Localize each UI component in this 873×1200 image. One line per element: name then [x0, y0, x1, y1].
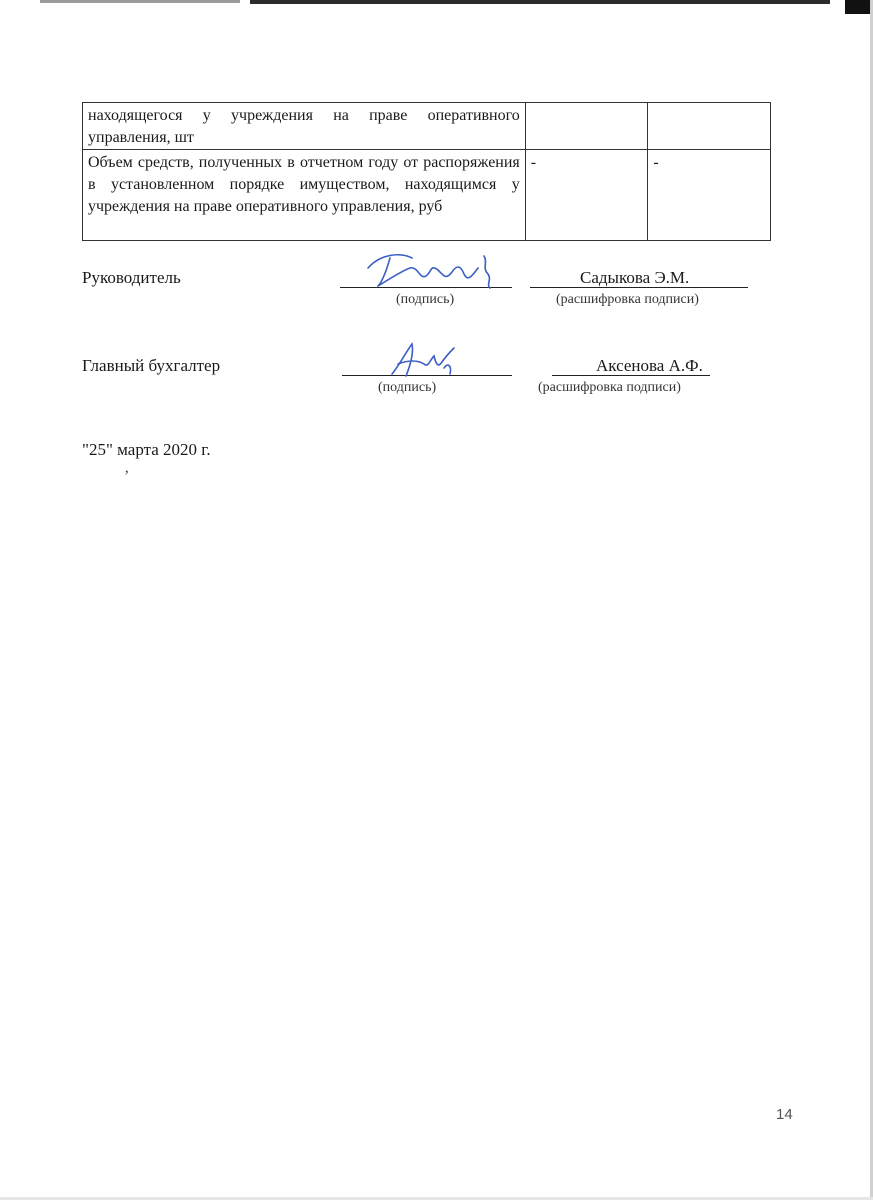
table-cell-value: - — [648, 150, 771, 241]
table-cell-value — [648, 103, 771, 150]
head-name: Садыкова Э.М. — [580, 268, 690, 287]
table-row — [83, 103, 771, 150]
table-cell-value: - — [525, 150, 648, 241]
document-date: "25" марта 2020 г. — [82, 440, 211, 459]
table-cell-description: Объем средств, полученных в отчетном году от распоряжения в установленном порядке имуществом, находящимся у учреждения на праве оперативного управления, руб — [83, 150, 526, 241]
page-number: 14 — [776, 1106, 793, 1123]
head-signature-icon — [360, 246, 500, 294]
scan-top-edge — [0, 0, 873, 6]
table-cell-value — [525, 103, 648, 150]
head-role-label: Руководитель — [82, 268, 181, 287]
property-table — [82, 102, 771, 241]
accountant-signature-icon — [384, 338, 464, 384]
accountant-signature-caption: (подпись) — [378, 380, 437, 395]
accountant-name-caption: (расшифровка подписи) — [538, 380, 681, 395]
head-signature-caption: (подпись) — [396, 292, 455, 307]
head-name-caption: (расшифровка подписи) — [556, 292, 699, 307]
accountant-role-label: Главный бухгалтер — [82, 356, 221, 375]
table-row — [83, 150, 771, 241]
accountant-name: Аксенова А.Ф. — [596, 356, 703, 375]
stray-mark: ’ — [124, 468, 130, 485]
table-cell-description: находящегося у учреждения на праве оперативного управления, шт — [83, 103, 526, 150]
